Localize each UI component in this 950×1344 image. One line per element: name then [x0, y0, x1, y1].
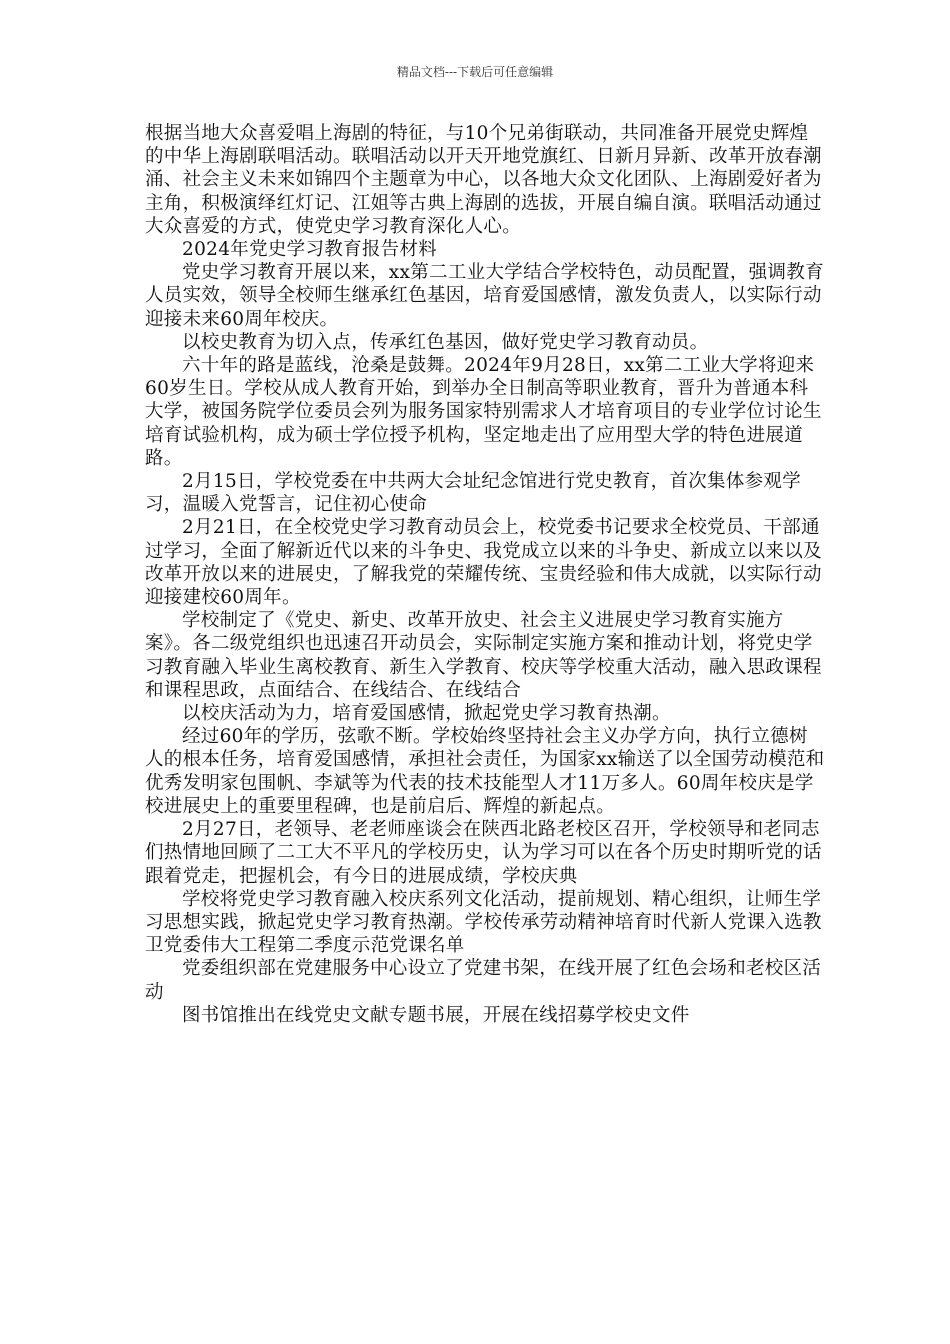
paragraph-10: 经过60年的学历，弦歌不断。学校始终坚持社会主义办学方向，执行立德树人的根本任务，培育爱国感情，承担社会责任，为国家xx输送了以全国劳动模范和优秀发明家包围帆、李斌等为代表的技术技能型人才11万多人。60周年校庆是学校进展史上的重要里程碑，也是前启后、辉煌的新起点。: [145, 726, 825, 817]
paragraph-1: 根据当地大众喜爱唱上海剧的特征，与10个兄弟街联动，共同准备开展党史辉煌的中华上海剧联唱活动。联唱活动以开天开地党旗红、日新月异新、改革开放春潮涌、社会主义未来如锦四个主题章为中心，以各地大众文化团队、上海剧爱好者为主角，积极演绎红灯记、江姐等古典上海剧的选拔，开展自编自演。联唱活动通过大众喜爱的方式，使党史学习教育深化人心。: [145, 123, 822, 237]
paragraph-11: 2月27日，老领导、老老师座谈会在陕西北路老校区召开，学校领导和老同志们热情地回顾了二工大不平凡的学校历史，认为学习可以在各个历史时期听党的话跟着党走，把握机会，有今日的进展成绩，学校庆典: [145, 819, 822, 887]
paragraph-8: 学校制定了《党史、新史、改革开放史、社会主义进展史学习教育实施方案》。各二级党组织也迅速召开动员会，实际制定实施方案和推动计划，将党史学习教育融入毕业生离校教育、新生入学教育、校庆等学校重大活动，融入思政课程和课程思政，点面结合、在线结合、在线结合: [145, 610, 822, 701]
paragraph-12: 学校将党史学习教育融入校庆系列文化活动，提前规划、精心组织，让师生学习思想实践，掀起党史学习教育热潮。学校传承劳动精神培育时代新人党课入选教卫党委伟大工程第二季度示范党课名单: [145, 888, 822, 957]
paragraph-4: 以校史教育为切入点，传承红色基因，做好党史学习教育动员。: [182, 331, 709, 353]
page-header: 精品文档---下载后可任意编辑: [396, 65, 554, 79]
paragraph-9: 以校庆活动为力，培育爱国感情，掀起党史学习教育热潮。: [182, 703, 671, 725]
paragraph-7: 2月21日，在全校党史学习教育动员会上，校党委书记要求全校党员、干部通过学习，全面了解新近代以来的斗争史、我党成立以来的斗争史、新成立以来以及改革开放以来的进展史，了解我党的荣耀传统、宝贵经验和伟大成就，以实际行动迎接建校60周年。: [145, 517, 822, 609]
paragraph-6: 2月15日，学校党委在中共两大会址纪念馆进行党史教育，首次集体参观学习，温暖入党誓言，记住初心使命: [145, 471, 802, 516]
paragraph-5: 六十年的路是蓝线，沧桑是鼓舞。2024年9月28日，xx第二工业大学将迎来60岁生日。学校从成人教育开始，到举办全日制高等职业教育，晋升为普通本科大学，被国务院学位委员会列为服务国家特别需求人才培育项目的专业学位讨论生培育试验机构，成为硕士学位授予机构，坚定地走出了应用型大学的特色进展道路。: [145, 355, 822, 469]
paragraph-2-title: 2024年党史学习教育报告材料: [182, 239, 438, 261]
paragraph-14: 图书馆推出在线党史文献专题书展，开展在线招募学校史文件: [182, 1004, 690, 1026]
paragraph-3: 党史学习教育开展以来，xx第二工业大学结合学校特色，动员配置，强调教育人员实效，领导全校师生继承红色基因，培育爱国感情，激发负责人，以实际行动迎接未来60周年校庆。: [145, 262, 824, 330]
document-body: [145, 122, 825, 1027]
paragraph-13: 党委组织部在党建服务中心设立了党建书架，在线开展了红色会场和老校区活动: [145, 958, 822, 1003]
